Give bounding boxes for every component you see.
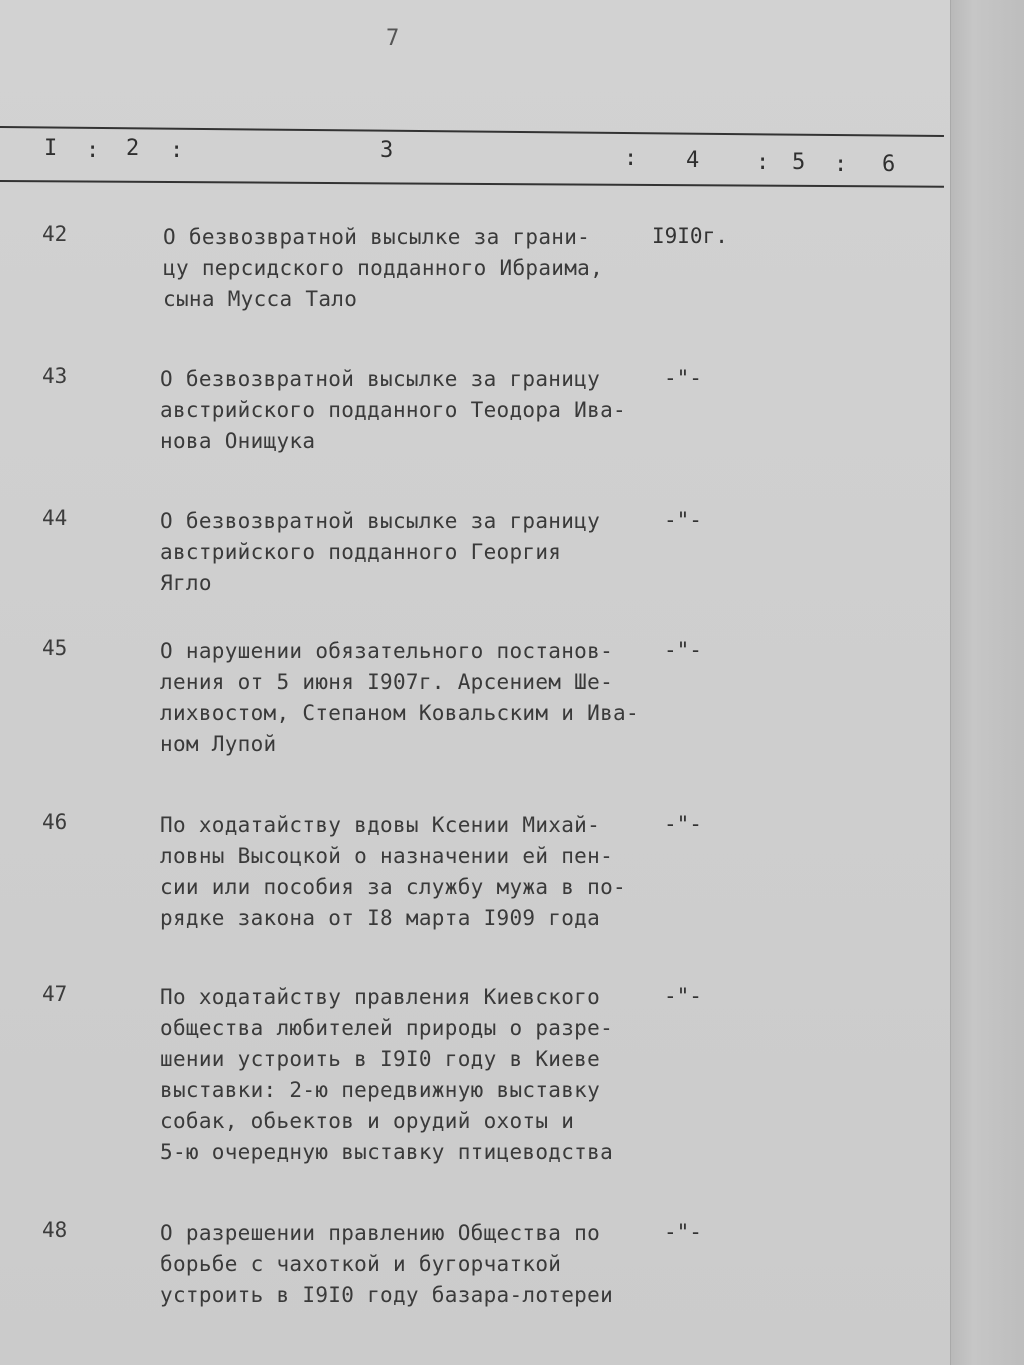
entry-description: О безвозвратной высылке за границу австрийского подданного Георгия Ягло bbox=[160, 509, 601, 595]
column-separator: : bbox=[624, 146, 642, 171]
entry-date: -"- bbox=[664, 984, 702, 1008]
column-header-3: 3 bbox=[380, 138, 398, 163]
entry-number: 42 bbox=[42, 222, 68, 246]
page-edge bbox=[950, 0, 1024, 1365]
entry-description: О нарушении обязательного постанов- ления от 5 июня I907г. Арсением Ше- лихвостом, Степаном Ковальским и Ива- ном Лупой bbox=[160, 639, 639, 756]
column-header-5: 5 bbox=[792, 150, 810, 175]
column-header-1: I bbox=[44, 136, 62, 161]
column-separator: : bbox=[170, 138, 188, 163]
entry-date: I9I0г. bbox=[652, 224, 728, 248]
entry-description: По ходатайству вдовы Ксении Михай- ловны Высоцкой о назначении ей пен- сии или пособия за службу мужа в по- рядке закона от I8 марта I909 года bbox=[160, 813, 626, 930]
page-number: 7 bbox=[386, 26, 400, 51]
entry-description: О безвозвратной высылке за грани- цу персидского подданного Ибраима, сына Мусса Тало bbox=[163, 225, 604, 311]
entry-number: 46 bbox=[42, 810, 68, 834]
column-header-4: 4 bbox=[686, 148, 704, 173]
entry-date: -"- bbox=[664, 812, 702, 836]
entry-description: По ходатайству правления Киевского общества любителей природы о разре- шении устроить в I9I0 году в Киеве выставки: 2-ю передвижную выставку собак, обьектов и орудий охоты и 5-ю очередную выставку птицеводства bbox=[160, 985, 614, 1164]
entry-number: 47 bbox=[42, 982, 68, 1006]
column-separator: : bbox=[834, 152, 852, 177]
entry-date: -"- bbox=[664, 366, 702, 390]
entry-number: 48 bbox=[42, 1218, 68, 1242]
column-separator: : bbox=[756, 150, 774, 175]
entry-date: -"- bbox=[664, 638, 702, 662]
entry-number: 44 bbox=[42, 506, 68, 530]
entry-description: О безвозвратной высылке за границу австрийского подданного Теодора Ива- нова Онищука bbox=[160, 367, 626, 453]
column-separator: : bbox=[86, 138, 104, 163]
entry-date: -"- bbox=[664, 508, 702, 532]
column-header-2: 2 bbox=[126, 136, 144, 161]
entry-number: 45 bbox=[42, 636, 68, 660]
entry-description: О разрешении правлению Общества по борьбе с чахоткой и бугорчаткой устроить в I9I0 году базара-лотереи bbox=[160, 1221, 614, 1307]
entry-number: 43 bbox=[42, 364, 68, 388]
entry-date: -"- bbox=[664, 1220, 702, 1244]
column-header-6: 6 bbox=[882, 152, 900, 177]
